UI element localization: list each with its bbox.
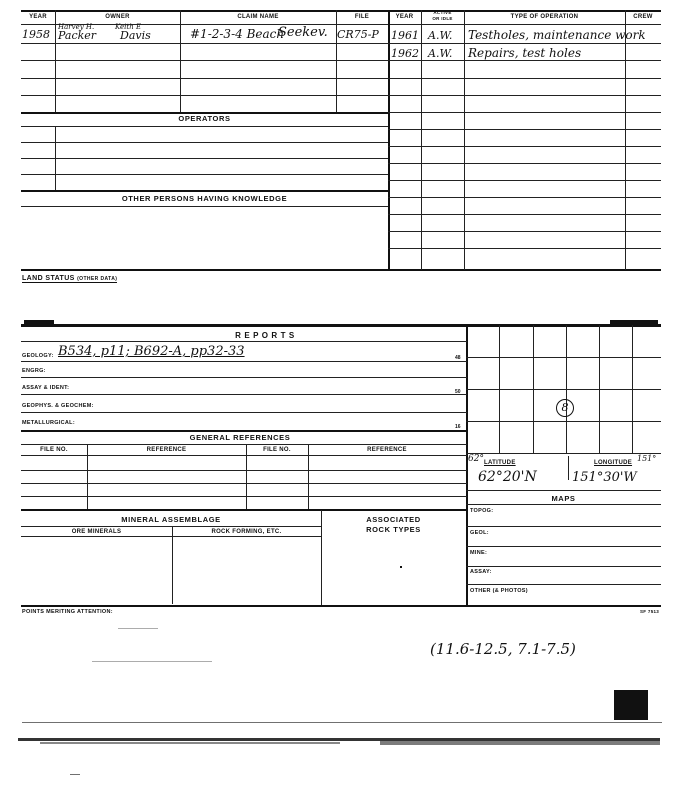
col-header-owner: OWNER [105, 14, 130, 20]
op-status-1: A.W. [428, 29, 453, 42]
geology-value: B534, p11; B692-A, pp32-33 [58, 344, 245, 359]
claim-year: 1958 [22, 28, 50, 41]
points-meriting-attention-label: POINTS MERITING ATTENTION: [22, 609, 113, 615]
margin-number-16: 16 [455, 424, 461, 430]
lon-degree-mark: 151° [637, 454, 657, 463]
longitude-label: LONGITUDE [594, 460, 633, 466]
claim-file: CR75-P [337, 28, 379, 41]
col-header-active-2: OR IDLE [432, 16, 453, 21]
owner-1-first-name: Harvey H. [58, 23, 95, 31]
ref-col-reference-2: REFERENCE [367, 447, 407, 453]
claim-name: #1-2-3-4 Beach [190, 27, 285, 41]
op-status-2: A.W. [428, 47, 453, 60]
maps-assay: ASSAY: [470, 569, 492, 575]
engrg-label: ENGRG: [22, 368, 46, 374]
grid-number: 8 [561, 401, 569, 414]
op-type-1: Testholes, maintenance work [468, 28, 646, 42]
owner-1-surname: Packer [58, 29, 97, 42]
col-header-year: YEAR [29, 14, 47, 20]
col-header-crew: CREW [633, 14, 653, 20]
ref-col-file-no-2: FILE NO. [263, 447, 291, 453]
geophys-label: GEOPHYS. & GEOCHEM: [22, 403, 94, 409]
mineral-assemblage-title: MINERAL ASSEMBLAGE [121, 515, 221, 524]
assay-ident-label: ASSAY & IDENT: [22, 385, 70, 391]
op-type-2: Repairs, test holes [468, 46, 582, 60]
col-header-active-1: ACTIVE [433, 10, 452, 15]
ref-col-reference-1: REFERENCE [146, 447, 187, 453]
latitude-label: LATITUDE [484, 460, 516, 466]
land-status-text: LAND STATUS [22, 275, 75, 282]
col-header-type-of-operation: TYPE OF OPERATION [510, 14, 579, 20]
land-status-label [22, 275, 117, 283]
geology-label: GEOLOGY: [22, 353, 54, 359]
margin-number-50: 50 [455, 389, 461, 395]
operators-title: OPERATORS [178, 114, 231, 123]
col-header-claim-name: CLAIM NAME [237, 14, 279, 20]
col-rock-forming: ROCK FORMING, ETC. [211, 529, 282, 535]
margin-number-48: 48 [455, 355, 461, 361]
ref-col-file-no-1: FILE NO. [40, 447, 68, 453]
metallurgical-label: METALLURGICAL: [22, 420, 75, 426]
col-header-file: FILE [354, 14, 370, 20]
op-year-2: 1962 [391, 47, 419, 60]
other-persons-title: OTHER PERSONS HAVING KNOWLEDGE [121, 194, 288, 203]
longitude-value: 151°30'W [572, 470, 637, 485]
owner-2-surname: Davis [120, 29, 151, 42]
op-year-1: 1961 [391, 29, 419, 42]
owner-2-first-name: Keith E [115, 23, 142, 31]
maps-other: OTHER (& PHOTOS) [470, 588, 528, 594]
land-status-sub: (OTHER DATA) [77, 276, 118, 282]
grid-marker-circle [556, 399, 574, 417]
associated-rock-types-1: ASSOCIATED [366, 515, 421, 524]
lat-degree-mark: 62° [468, 454, 484, 464]
maps-geol: GEOL: [470, 530, 489, 536]
associated-rock-types-2: ROCK TYPES [366, 525, 421, 534]
col-header-op-year: YEAR [395, 14, 414, 20]
maps-mine: MINE: [470, 550, 488, 556]
form-number: SF 7513 [640, 609, 660, 614]
general-references-title: GENERAL REFERENCES [189, 433, 291, 442]
claim-suffix: Seekev. [278, 25, 328, 40]
maps-title: MAPS [551, 494, 576, 503]
maps-topog: TOPOG: [470, 508, 494, 514]
col-ore-minerals: ORE MINERALS [71, 529, 122, 535]
reports-title: R E P O R T S [235, 331, 295, 340]
handwritten-note: (11.6-12.5, 7.1-7.5) [430, 640, 576, 658]
latitude-value: 62°20'N [478, 469, 537, 485]
